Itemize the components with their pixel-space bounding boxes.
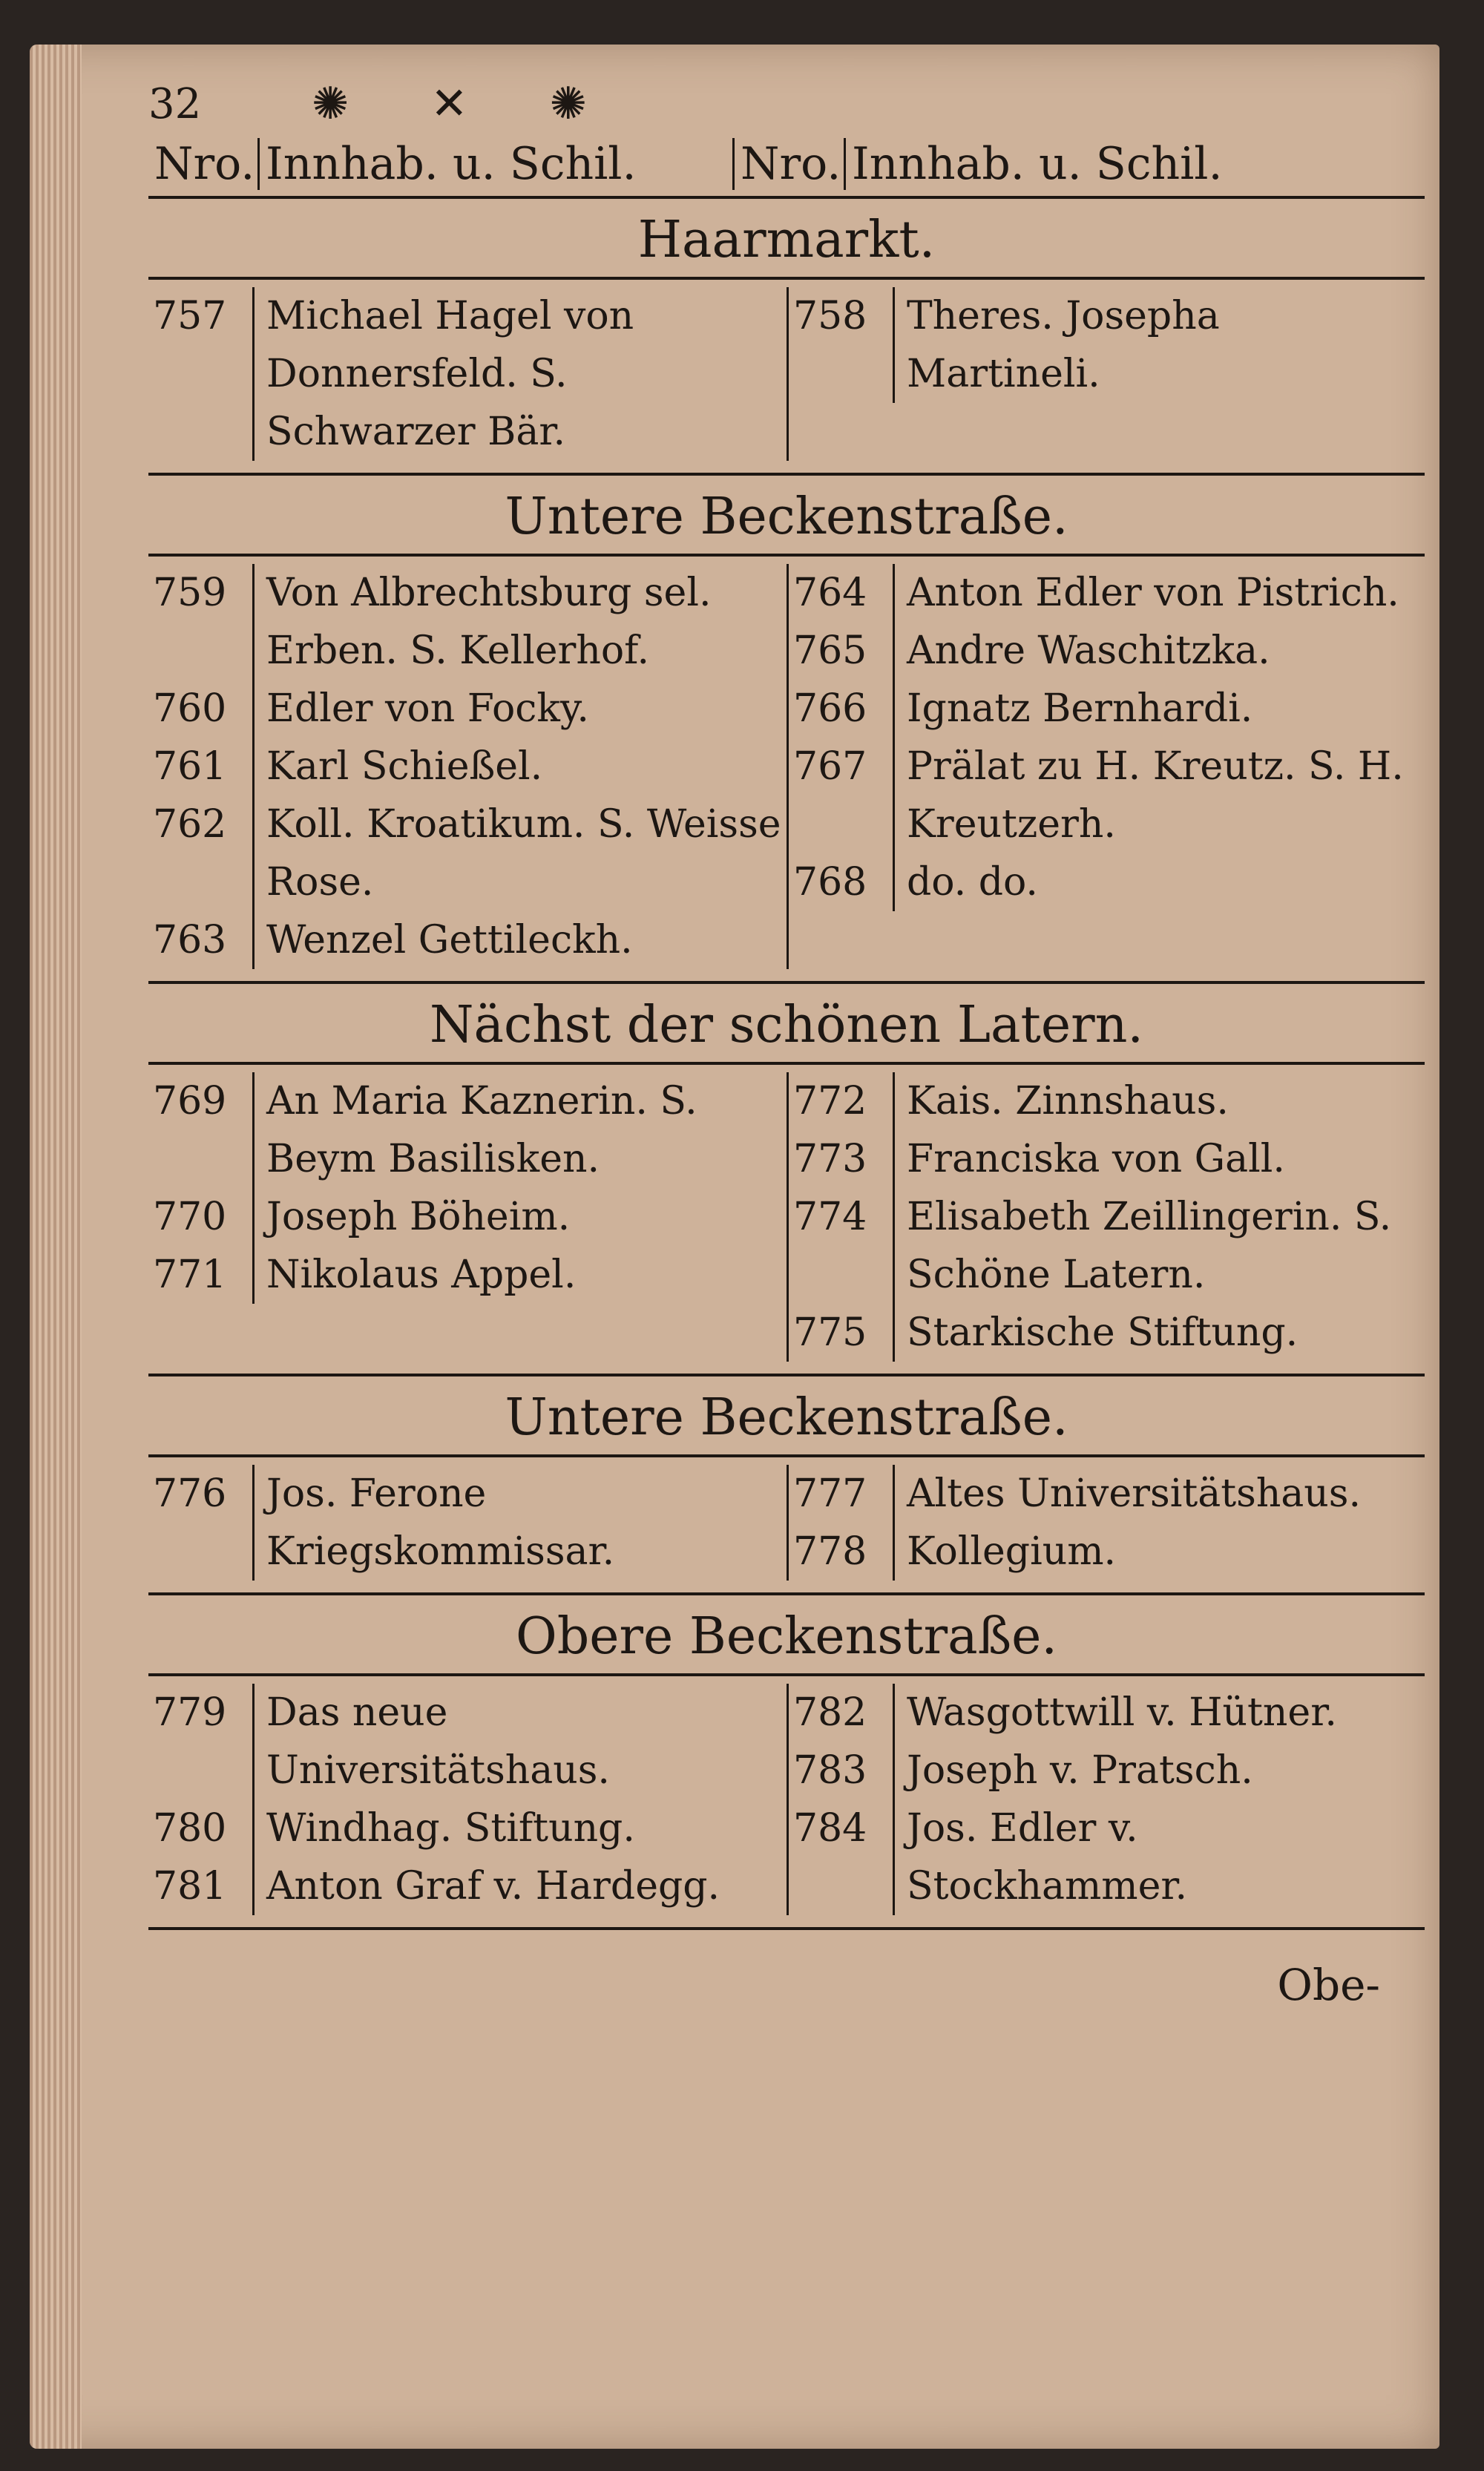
- house-number: 768: [793, 860, 867, 905]
- street-heading: Haarmarkt.: [148, 199, 1425, 280]
- house-number: 766: [793, 686, 867, 731]
- house-entry: [789, 1072, 1425, 1130]
- inhabitant-text: do. do.: [893, 853, 1425, 911]
- street-heading: Nächst der schönen Latern.: [148, 984, 1425, 1065]
- cross-ornament-icon: ✕: [430, 78, 468, 130]
- house-number: 781: [153, 1864, 227, 1909]
- house-number: 773: [793, 1137, 867, 1181]
- house-entry: [789, 287, 1425, 403]
- house-entry: [148, 564, 787, 680]
- house-number: 760: [153, 686, 227, 731]
- inhabitant-text: Andre Waschitzka.: [893, 622, 1425, 680]
- street-entries: [148, 280, 1425, 476]
- street-heading: Untere Beckenstraße.: [148, 1376, 1425, 1457]
- inhabitant-text: Prälat zu H. Kreutz. S. H. Kreutzerh.: [893, 738, 1425, 853]
- column-header-inhabitant: Innhab. u. Schil.: [852, 138, 1223, 190]
- inhabitant-text: Anton Edler von Pistrich.: [893, 564, 1425, 622]
- house-number: 779: [153, 1690, 227, 1735]
- column-headers: [148, 134, 1425, 199]
- right-column: [787, 1072, 1425, 1362]
- street-heading: Untere Beckenstraße.: [148, 476, 1425, 557]
- inhabitant-text: Edler von Focky.: [252, 680, 787, 738]
- inhabitant-text: Wasgottwill v. Hütner.: [893, 1684, 1425, 1742]
- house-entry: [789, 1684, 1425, 1742]
- house-number: 776: [153, 1471, 227, 1516]
- house-entry: [148, 1072, 787, 1188]
- house-number: 765: [793, 629, 867, 673]
- inhabitant-text: Starkische Stiftung.: [893, 1304, 1425, 1362]
- flower-ornament-icon: ✺: [312, 78, 349, 130]
- house-entry: [789, 1799, 1425, 1915]
- inhabitant-text: Windhag. Stiftung.: [252, 1799, 787, 1857]
- inhabitant-text: Nikolaus Appel.: [252, 1246, 787, 1304]
- house-entry: [148, 680, 787, 738]
- left-column: [148, 564, 787, 969]
- column-header-inhabitant: Innhab. u. Schil.: [260, 138, 735, 190]
- inhabitant-text: Joseph v. Pratsch.: [893, 1742, 1425, 1799]
- house-entry: [148, 287, 787, 461]
- right-column: [787, 1465, 1425, 1581]
- flower-ornament-icon: ✺: [549, 78, 587, 130]
- house-number: 758: [793, 294, 867, 338]
- page-number: 32: [148, 79, 202, 128]
- inhabitant-text: Altes Universitätshaus.: [893, 1465, 1425, 1523]
- house-entry: [789, 1523, 1425, 1581]
- inhabitant-text: Von Albrechtsburg sel. Erben. S. Kellerhof.: [252, 564, 787, 680]
- house-entry: [148, 1188, 787, 1246]
- house-number: 761: [153, 744, 227, 789]
- right-column: [787, 564, 1425, 969]
- inhabitant-text: Das neue Universitätshaus.: [252, 1684, 787, 1799]
- house-entry: [789, 1130, 1425, 1188]
- house-entry: [789, 1742, 1425, 1799]
- inhabitant-text: An Maria Kaznerin. S. Beym Basilisken.: [252, 1072, 787, 1188]
- house-number: 782: [793, 1690, 867, 1735]
- book-page: [30, 45, 1439, 2449]
- house-entry: [789, 738, 1425, 853]
- left-column: [148, 1465, 787, 1581]
- house-number: 759: [153, 571, 227, 615]
- left-column: [148, 1684, 787, 1915]
- street-entries: [148, 557, 1425, 984]
- inhabitant-text: Elisabeth Zeillingerin. S. Schöne Latern.: [893, 1188, 1425, 1304]
- house-number: 783: [793, 1748, 867, 1793]
- street-entries: [148, 1676, 1425, 1930]
- street-entries: [148, 1457, 1425, 1595]
- house-number: 770: [153, 1195, 227, 1239]
- street-heading: Obere Beckenstraße.: [148, 1595, 1425, 1676]
- house-entry: [148, 1246, 787, 1304]
- house-number: 762: [153, 802, 227, 847]
- house-number: 757: [153, 294, 227, 338]
- inhabitant-text: Wenzel Gettileckh.: [252, 911, 787, 969]
- inhabitant-text: Kollegium.: [893, 1523, 1425, 1581]
- inhabitant-text: Ignatz Bernhardi.: [893, 680, 1425, 738]
- inhabitant-text: Jos. Ferone Kriegskommissar.: [252, 1465, 787, 1581]
- house-entry: [148, 1684, 787, 1799]
- street-entries: [148, 1065, 1425, 1376]
- right-column: [787, 287, 1425, 461]
- catchword: Obe-: [1277, 1960, 1380, 2010]
- house-number: 771: [153, 1253, 227, 1297]
- house-number: 784: [793, 1806, 867, 1851]
- house-entry: [148, 1465, 787, 1581]
- house-entry: [148, 911, 787, 969]
- inhabitant-text: Kais. Zinnshaus.: [893, 1072, 1425, 1130]
- house-number: 763: [153, 918, 227, 962]
- house-entry: [789, 622, 1425, 680]
- house-entry: [789, 564, 1425, 622]
- page-edge: [30, 45, 82, 2449]
- inhabitant-text: Franciska von Gall.: [893, 1130, 1425, 1188]
- inhabitant-text: Joseph Böheim.: [252, 1188, 787, 1246]
- column-header-number: Nro.: [735, 138, 846, 190]
- ornament-row: [312, 78, 587, 130]
- left-column: [148, 1072, 787, 1362]
- inhabitant-text: Anton Graf v. Hardegg.: [252, 1857, 787, 1915]
- inhabitant-text: Theres. Josepha Martineli.: [893, 287, 1425, 403]
- house-entry: [789, 1304, 1425, 1362]
- right-column: [787, 1684, 1425, 1915]
- house-number: 780: [153, 1806, 227, 1851]
- house-number: 777: [793, 1471, 867, 1516]
- inhabitant-text: Jos. Edler v. Stockhammer.: [893, 1799, 1425, 1915]
- inhabitant-text: Karl Schießel.: [252, 738, 787, 795]
- house-number: 774: [793, 1195, 867, 1239]
- house-number: 772: [793, 1079, 867, 1123]
- page-content: [148, 74, 1425, 2434]
- house-number: 775: [793, 1310, 867, 1355]
- house-entry: [148, 1857, 787, 1915]
- house-entry: [789, 853, 1425, 911]
- house-number: 778: [793, 1529, 867, 1574]
- house-entry: [789, 1465, 1425, 1523]
- house-number: 767: [793, 744, 867, 789]
- inhabitant-text: Michael Hagel von Donnersfeld. S. Schwarzer Bär.: [252, 287, 787, 461]
- left-column: [148, 287, 787, 461]
- house-entry: [148, 795, 787, 911]
- inhabitant-text: Koll. Kroatikum. S. Weisse Rose.: [252, 795, 787, 911]
- street-sections: [148, 199, 1425, 1930]
- house-number: 764: [793, 571, 867, 615]
- house-entry: [789, 1188, 1425, 1304]
- house-entry: [148, 1799, 787, 1857]
- house-entry: [148, 738, 787, 795]
- page-header: [148, 74, 1425, 134]
- column-header-number: Nro.: [148, 138, 260, 190]
- house-entry: [789, 680, 1425, 738]
- house-number: 769: [153, 1079, 227, 1123]
